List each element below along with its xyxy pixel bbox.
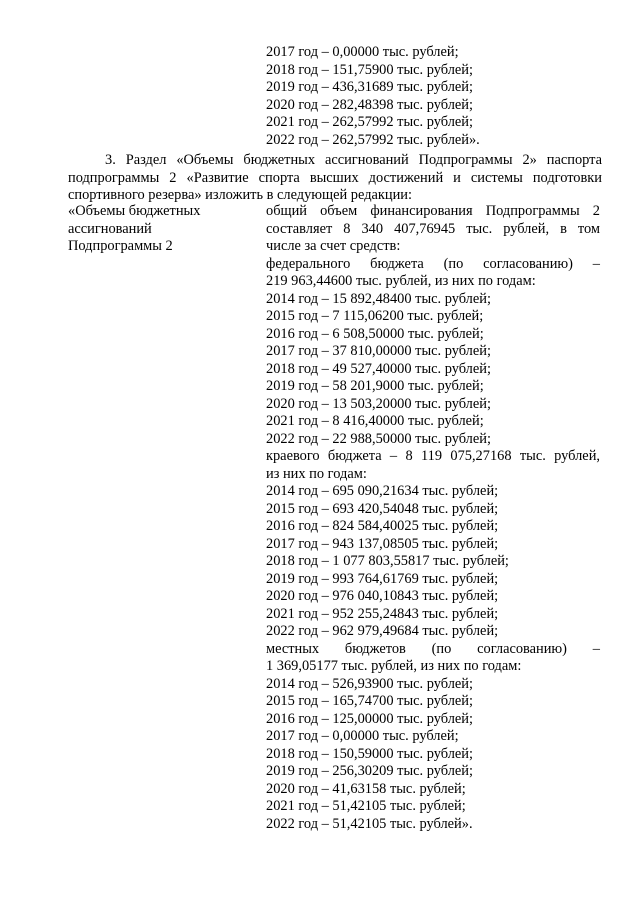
federal-year-line: 2015 год – 7 115,06200 тыс. рублей; — [266, 308, 484, 324]
federal-year-line: 2021 год – 8 416,40000 тыс. рублей; — [266, 413, 484, 429]
federal-year-line: 2017 год – 37 810,00000 тыс. рублей; — [266, 343, 491, 359]
intro-line: числе за счет средств: — [266, 238, 401, 254]
regional-header-line: краевого бюджета – 8 119 075,27168 тыс. рублей, — [266, 448, 600, 464]
table-left-column — [68, 203, 253, 256]
federal-year-line: 2020 год – 13 503,20000 тыс. рублей; — [266, 395, 491, 412]
left-column-line: «Объемы бюджетных — [68, 203, 201, 219]
regional-year-line: 2019 год – 993 764,61769 тыс. рублей; — [266, 570, 499, 587]
regional-header-line: из них по годам: — [266, 465, 367, 482]
local-year-line: 2021 год – 51,42105 тыс. рублей; — [266, 798, 466, 814]
year-line: 2020 год – 282,48398 тыс. рублей; — [266, 96, 473, 113]
federal-year-line: 2016 год – 6 508,50000 тыс. рублей; — [266, 325, 484, 342]
left-column-line: ассигнований — [68, 220, 152, 237]
federal-year-line: 2018 год – 49 527,40000 тыс. рублей; — [266, 360, 491, 377]
left-column-line: Подпрограммы 2 — [68, 238, 173, 254]
paragraph-line: 3. Раздел «Объемы бюджетных ассигнований Подпрограммы 2» паспорта — [105, 152, 602, 168]
section-paragraph — [68, 152, 602, 205]
regional-year-line: 2018 год – 1 077 803,55817 тыс. рублей; — [266, 553, 509, 569]
regional-year-line: 2021 год – 952 255,24843 тыс. рублей; — [266, 605, 499, 622]
local-year-line: 2014 год – 526,93900 тыс. рублей; — [266, 675, 473, 692]
local-year-line: 2018 год – 150,59000 тыс. рублей; — [266, 745, 473, 762]
federal-year-line: 2019 год – 58 201,9000 тыс. рублей; — [266, 378, 484, 394]
regional-year-line: 2014 год – 695 090,21634 тыс. рублей; — [266, 483, 499, 499]
regional-year-line: 2020 год – 976 040,10843 тыс. рублей; — [266, 588, 499, 604]
federal-year-line: 2014 год – 15 892,48400 тыс. рублей; — [266, 290, 491, 307]
regional-year-line: 2017 год – 943 137,08505 тыс. рублей; — [266, 535, 499, 552]
federal-header-line: 219 963,44600 тыс. рублей, из них по годам: — [266, 273, 536, 289]
local-year-line: 2019 год – 256,30209 тыс. рублей; — [266, 763, 473, 779]
intro-line: составляет 8 340 407,76945 тыс. рублей, в том — [266, 220, 600, 237]
year-line: 2019 год – 436,31689 тыс. рублей; — [266, 79, 473, 95]
federal-header-line: федерального бюджета (по согласованию) – — [266, 255, 600, 272]
local-year-line: 2015 год – 165,74700 тыс. рублей; — [266, 693, 473, 709]
local-year-line: 2016 год – 125,00000 тыс. рублей; — [266, 710, 473, 727]
year-line: 2022 год – 262,57992 тыс. рублей». — [266, 131, 480, 148]
year-line: 2018 год – 151,75900 тыс. рублей; — [266, 61, 473, 78]
top-year-list — [266, 44, 480, 149]
local-year-line: 2020 год – 41,63158 тыс. рублей; — [266, 780, 466, 797]
year-line: 2021 год – 262,57992 тыс. рублей; — [266, 114, 473, 130]
regional-year-line: 2016 год – 824 584,40025 тыс. рублей; — [266, 518, 499, 534]
table-right-column — [266, 203, 600, 833]
intro-line: общий объем финансирования Подпрограммы 2 — [266, 203, 600, 219]
paragraph-line: подпрограммы 2 «Развитие спорта высших достижений и системы подготовки — [68, 169, 602, 186]
local-header-line: 1 369,05177 тыс. рублей, из них по годам: — [266, 658, 522, 674]
federal-year-line: 2022 год – 22 988,50000 тыс. рублей; — [266, 430, 491, 447]
local-header-line: местных бюджетов (по согласованию) – — [266, 640, 600, 657]
regional-year-line: 2015 год – 693 420,54048 тыс. рублей; — [266, 500, 499, 517]
local-year-line: 2017 год – 0,00000 тыс. рублей; — [266, 728, 459, 744]
paragraph-line: спортивного резерва» изложить в следующей редакции: — [68, 187, 413, 203]
local-year-line: 2022 год – 51,42105 тыс. рублей». — [266, 815, 473, 832]
regional-year-line: 2022 год – 962 979,49684 тыс. рублей; — [266, 623, 499, 639]
year-line: 2017 год – 0,00000 тыс. рублей; — [266, 44, 459, 60]
